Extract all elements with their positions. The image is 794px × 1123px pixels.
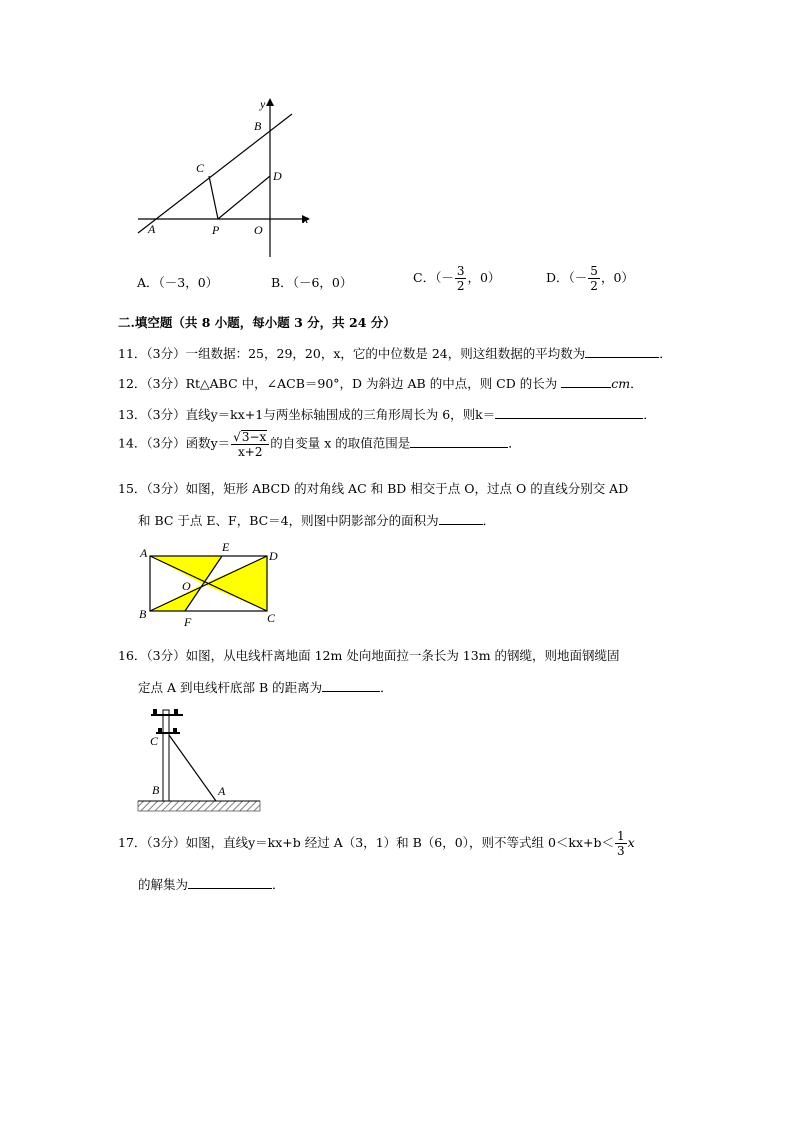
figure-utility-pole [136,702,266,814]
question-16-end: ． [380,680,393,695]
option-d-num: 5 [590,264,598,278]
insulator-3 [158,728,162,733]
answer-blank-13[interactable] [495,406,643,419]
option-c-den: 2 [456,279,465,293]
question-12-text: 12．（3分）Rt△ABC 中，∠ACB＝90°，D 为斜边 AB 的中点，则 CD 的长为 [118,376,558,391]
label-o2: O [182,579,191,593]
question-13-end: ． [643,407,656,422]
question-14-pre: 14．（3分）函数y＝ [118,435,231,451]
figure-coordinate-diagram [130,92,320,262]
label-b2: B [139,607,147,621]
question-13-text: 13．（3分）直线y＝kx+1与两坐标轴围成的三角形周长为 6，则k＝ [118,407,496,422]
question-17-line2 [138,875,285,893]
question-16-line2 [138,678,393,696]
label-e: E [222,540,230,554]
label-y: y [260,97,266,111]
answer-blank-11[interactable] [585,345,659,358]
question-14-den: x+2 [238,445,263,459]
option-d-pre: （－ [568,270,588,285]
option-c-fraction [455,265,467,292]
question-17-fraction [615,830,627,857]
question-17-end: ． [272,877,285,892]
question-14-post: 的自变量 x 的取值范围是 [270,435,411,451]
option-d-letter: D． [546,270,569,285]
option-b-letter: B． [271,275,293,290]
label-a3: A [218,784,226,798]
option-c [413,265,500,292]
answer-blank-17[interactable] [188,876,272,889]
question-14-end: ． [508,435,521,451]
label-x: x [303,212,309,226]
question-17-num: 1 [617,829,625,843]
label-b: B [254,119,262,133]
option-d-den: 2 [590,279,598,293]
question-17-var: x [627,835,635,850]
question-14-fraction [231,430,269,458]
answer-blank-15[interactable] [439,512,483,525]
question-17-line2-text: 的解集为 [138,877,189,892]
label-d2: D [269,549,278,563]
label-c: C [196,161,205,175]
question-13 [118,405,656,423]
option-b [271,273,352,291]
option-a [137,273,218,291]
option-d-fraction [588,265,600,292]
question-15-line2-text: 和 BC 于点 E、F，BC＝4，则图中阴影部分的面积为 [138,513,439,528]
option-d [546,265,634,292]
question-17-den: 3 [617,844,625,858]
answer-blank-12[interactable] [561,375,611,388]
ground [138,801,260,811]
option-c-letter: C． [413,270,436,285]
option-c-pre: （－ [435,270,454,285]
answer-blank-14[interactable] [410,435,508,448]
question-17-line1 [118,830,635,857]
question-12 [118,374,643,392]
y-axis-arrow [266,98,274,106]
answer-blank-16[interactable] [322,679,380,692]
section-title: 二.填空题（共 8 小题，每小题 3 分，共 24 分） [118,315,396,330]
label-d: D [273,169,282,183]
pole [163,710,169,801]
option-d-post: ，0） [600,270,634,285]
label-c3: C [150,734,159,748]
line-ab [138,114,292,233]
question-11 [118,344,672,362]
insulator-4 [173,728,177,733]
question-14-num: √3−x [231,430,269,445]
question-14 [118,430,521,458]
question-12-unit: cm [611,376,631,391]
question-17-text: 17．（3分）如图，直线y＝kx+b 经过 A（3，1）和 B（6，0），则不等式组 0＜kx+b＜ [118,835,614,850]
question-15-line1: 15．（3分）如图，矩形 ABCD 的对角线 AC 和 BD 相交于点 O，过点 O 的直线分别交 AD [118,481,629,496]
question-11-end: ． [659,346,672,361]
segment-pd [218,176,270,219]
option-c-num: 3 [456,264,465,278]
insulator-2 [174,709,178,715]
option-c-post: ，0） [467,270,501,285]
steel-cable [169,735,216,801]
label-f: F [184,615,192,629]
figure-rectangle [136,540,286,630]
option-a-letter: A． [137,275,159,290]
option-a-value: （－3，0） [158,275,219,290]
label-a2: A [140,546,148,560]
label-p: P [212,223,220,237]
label-o: O [254,223,263,237]
insulator-1 [153,709,157,715]
question-15-line2 [138,511,495,529]
question-15-end: ． [482,513,496,528]
question-16-line2-text: 定点 A 到电线杆底部 B 的距离为 [138,680,323,695]
label-a: A [148,222,156,236]
label-c2: C [267,611,276,625]
question-11-text: 11．（3分）一组数据：25，29，20，x，它的中位数是 24，则这组数据的平均数为 [118,346,586,361]
option-b-value: （－6，0） [292,275,353,290]
label-b3: B [152,783,160,797]
segment-cp [209,176,218,219]
question-12-end: ． [630,376,643,391]
question-16-line1: 16．（3分）如图，从电线杆离地面 12m 处向地面拉一条长为 13m 的钢缆，则地面钢缆固 [118,648,620,663]
